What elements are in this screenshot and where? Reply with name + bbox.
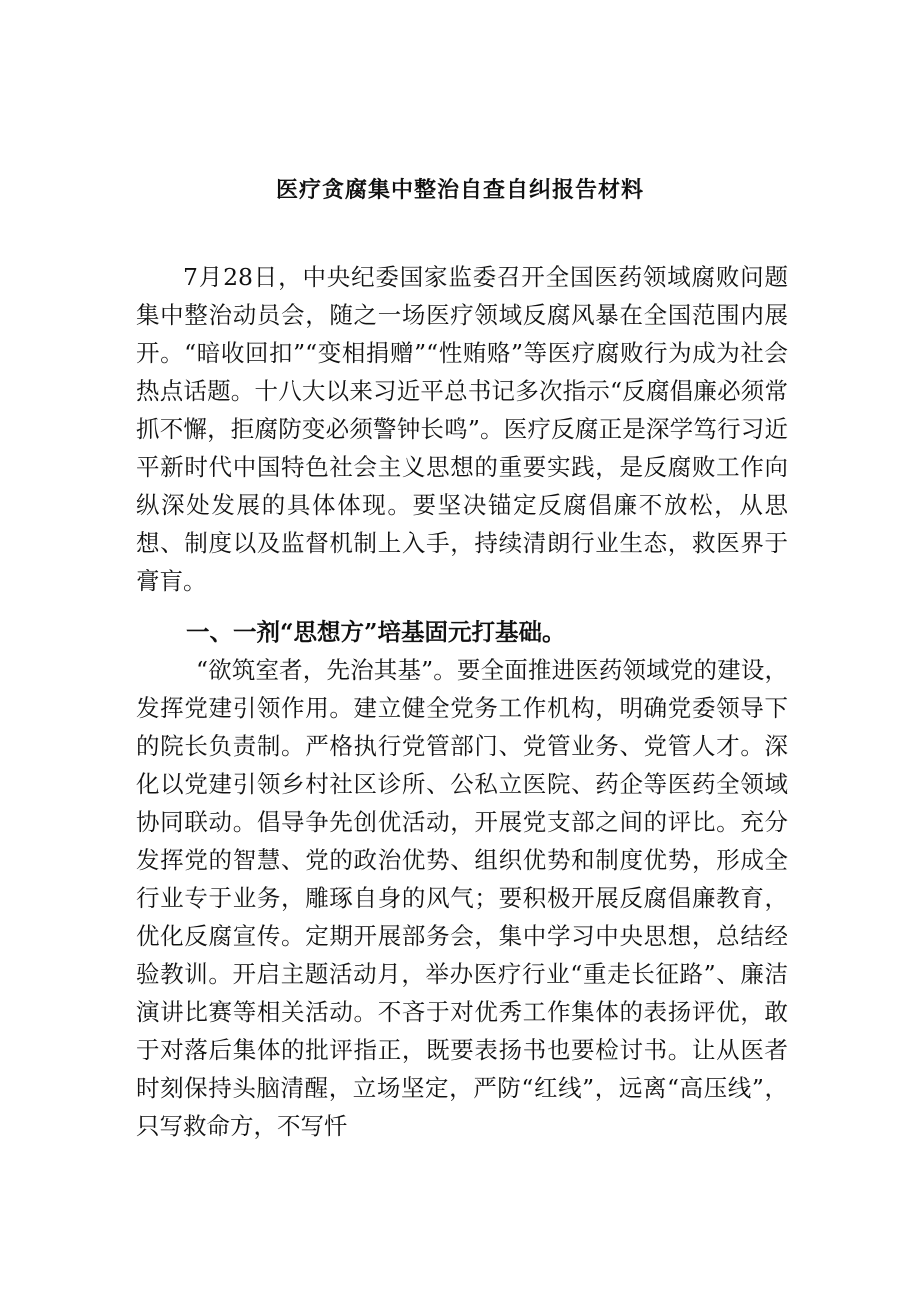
paragraph-section-1: “欲筑室者，先治其基”。要全面推进医药领域党的建设，发挥党建引领作用。建立健全党务工作机构，明确党委领导下的院长负责制。严格执行党管部门、党管业务、党管人才。深化以党建引领乡村社区诊所、公私立医院、药企等医药全领域协同联动。倡导争先创优活动，开展党支部之间的评比。充分发挥党的智慧、党的政治优势、组织优势和制度优势，形成全行业专于业务，雕琢自身的风气；要积极开展反腐倡廉教育，优化反腐宣传。定期开展部务会，集中学习中央思想，总结经验教训。开启主题活动月，举办医疗行业“重走长征路”、廉洁演讲比赛等相关活动。不吝于对优秀工作集体的表扬评优，敢于对落后集体的批评指正，既要表扬书也要检讨书。让从医者时刻保持头脑清醒，立场坚定，严防“红线”，远离“高压线”，只写救命方，不写忏 bbox=[136, 656, 788, 1140]
section-heading-1: 一、一剂“思想方”培基固元打基础。 bbox=[186, 618, 566, 646]
paragraph-intro: 7月28日，中央纪委国家监委召开全国医药领域腐败问题集中整治动员会，随之一场医疗领域反腐风暴在全国范围内展开。“暗收回扣”“变相捐赠”“性贿赂”等医疗腐败行为成为社会热点话题。十八大以来习近平总书记多次指示“反腐倡廉必须常抓不懈，拒腐防变必须警钟长鸣”。医疗反腐正是深学笃行习近平新时代中国特色社会主义思想的重要实践，是反腐败工作向纵深处发展的具体体现。要坚决锚定反腐倡廉不放松，从思想、制度以及监督机制上入手，持续清朗行业生态，救医界于膏肓。 bbox=[136, 263, 788, 595]
document-title: 医疗贪腐集中整治自查自纠报告材料 bbox=[275, 177, 644, 203]
